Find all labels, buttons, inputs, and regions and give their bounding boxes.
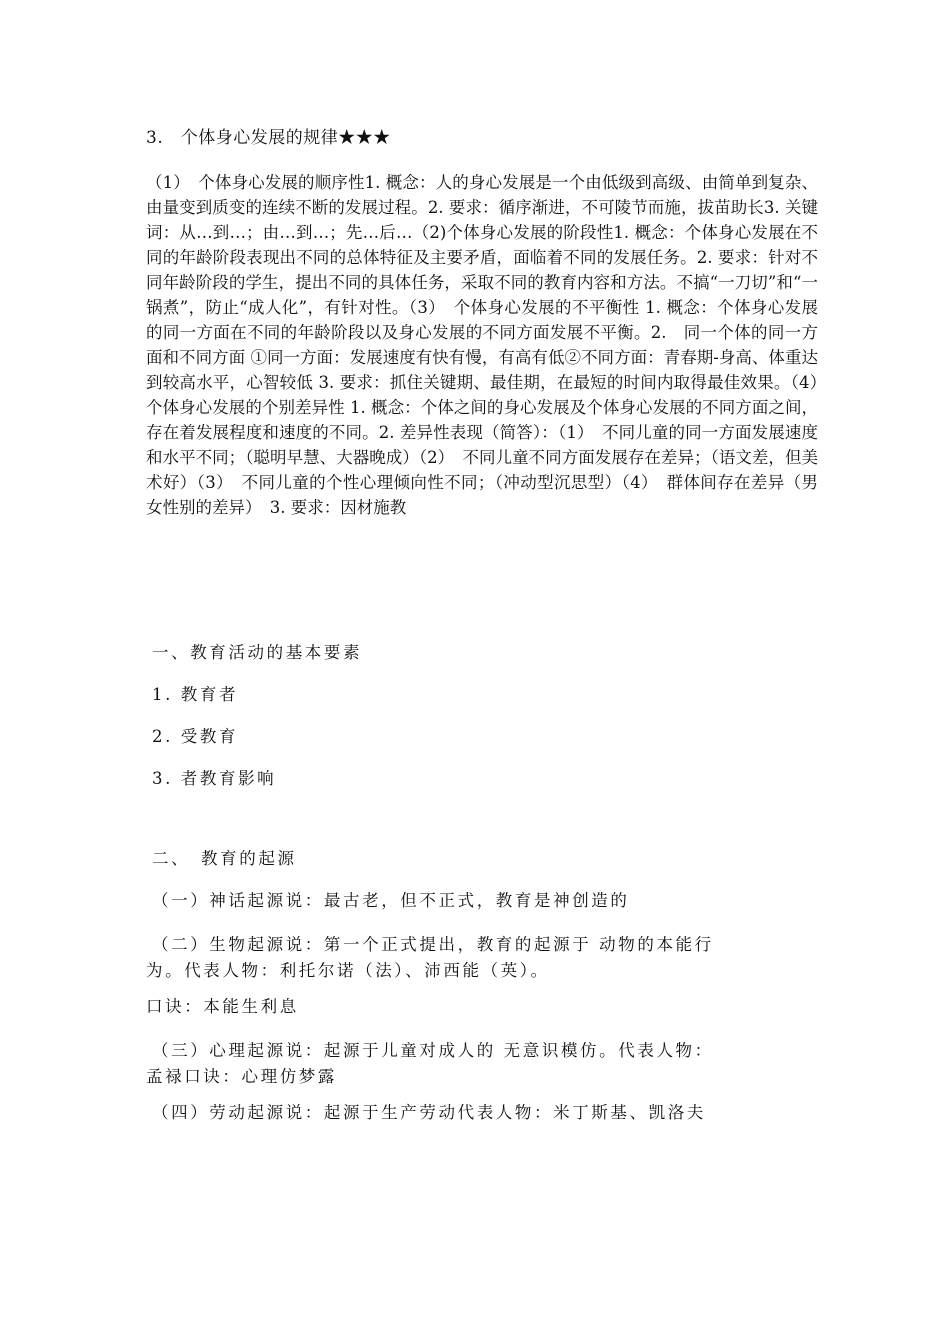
origin-biological-mnemonic: 口诀：本能生利息	[146, 997, 299, 1016]
section-education-elements	[146, 642, 826, 810]
origin-labor: （四）劳动起源说：起源于生产劳动代表人物：米丁斯基、凯洛夫	[152, 1103, 706, 1122]
list-item-educated: 2. 受教育	[152, 727, 239, 746]
section-education-origin	[146, 848, 826, 1144]
origin-biological-line2: 为。代表人物：利托尔诺（法）、沛西能（英）。	[146, 961, 550, 980]
list-item-educator: 1. 教育者	[152, 685, 239, 704]
origin-biological	[146, 932, 826, 984]
origin-myth: （一）神话起源说：最古老，但不正式，教育是神创造的	[152, 891, 630, 910]
development-laws-paragraph: （1） 个体身心发展的顺序性1. 概念：人的身心发展是一个由低级到高级、由简单到复杂、由量变到质变的连续不断的发展过程。2. 要求：循序渐进，不可陵节而施，拔苗助长3. 关键词：从…到…；由…到…；先…后…（2)个体身心发展的阶段性1. 概念：个体身心发展在不同的年龄阶段表现出不同的总体特征及主要矛盾，面临着不同的发展任务。2. 要求：针对不同年龄阶段的学生，提出不同的具体任务，采取不同的教育内容和方法。不搞“一刀切”和“一锅煮”，防止“成人化”，有针对性。（3） 个体身心发展的不平衡性 1. 概念：个体身心发展的同一方面在不同的年龄阶段以及身心发展的不同方面发展不平衡。2. 同一个体的同一方面和不同方面 ①同一方面：发展速度有快有慢，有高有低②不同方面：青春期-身高、体重达到较高水平，心智较低 3. 要求：抓住关键期、最佳期，在最短的时间内取得最佳效果。（4） 个体身心发展的个别差异性 1. 概念：个体之间的身心发展及个体身心发展的不同方面之间，存在着发展程度和速度的不同。2. 差异性表现（简答）：（1） 不同儿童的同一方面发展速度和水平不同；（聪明早慧、大器晚成）（2） 不同儿童不同方面发展存在差异；（语文差，但美术好）（3） 不同儿童的个性心理倾向性不同；（冲动型沉思型）（4） 群体间存在差异（男女性别的差异） 3. 要求：因材施教	[146, 173, 835, 517]
section-title-elements: 一、教育活动的基本要素	[152, 643, 363, 662]
list-item-influence: 3. 者教育影响	[152, 769, 277, 788]
origin-psychological-line2: 孟禄口诀：心理仿梦露	[146, 1067, 337, 1086]
origin-biological-line1: （二）生物起源说：第一个正式提出，教育的起源于 动物的本能行	[152, 935, 714, 954]
origin-psychological-line1: （三）心理起源说：起源于儿童对成人的 无意识模仿。代表人物：	[152, 1041, 714, 1060]
section-heading-development-laws: 3. 个体身心发展的规律★★★	[146, 128, 391, 148]
origin-psychological	[146, 1038, 826, 1090]
section-title-origin: 二、 教育的起源	[152, 849, 297, 868]
